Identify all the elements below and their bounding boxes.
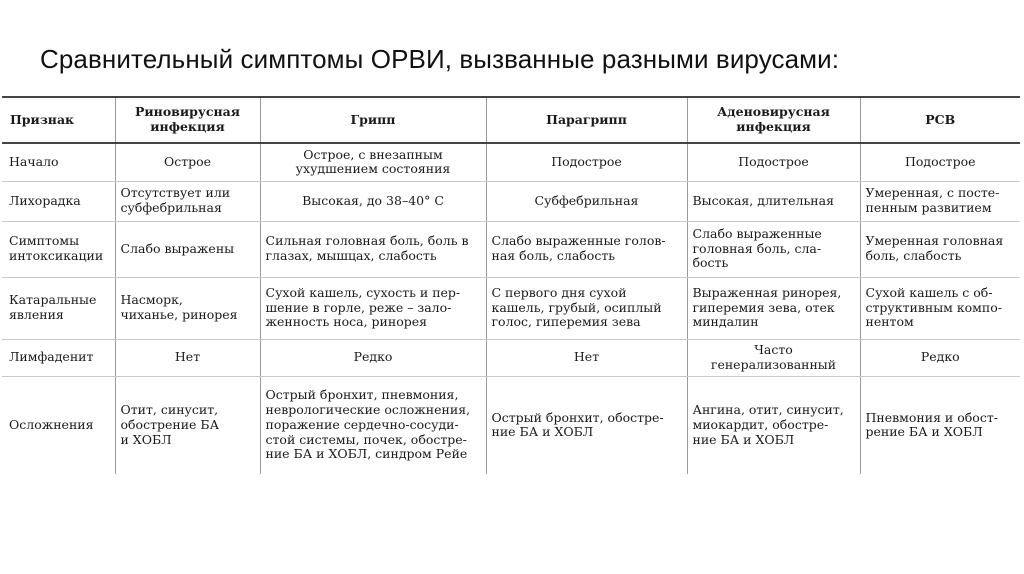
table-cell: Нет <box>115 339 260 376</box>
table-cell: Сухой кашель с об- структивным компо- нентом <box>860 277 1020 339</box>
table-cell: Пневмония и обост- рение БА и ХОБЛ <box>860 376 1020 474</box>
header-parainfluenza: Парагрипп <box>486 97 687 143</box>
row-label: Осложнения <box>9 416 94 432</box>
header-rhinovirus: Риновирусная инфекция <box>115 97 260 143</box>
header-adenovirus: Аденовирусная инфекция <box>687 97 860 143</box>
table-cell: Высокая, длительная <box>687 181 860 221</box>
table-cell: Сильная головная боль, боль в глазах, мышцах, слабость <box>260 221 486 277</box>
table-cell: Слабо выраженные головная боль, сла- бость <box>687 221 860 277</box>
table-cell: Отсутствует или субфебрильная <box>115 181 260 221</box>
table-cell: Редко <box>860 339 1020 376</box>
table-cell: Ангина, отит, синусит, миокардит, обостре- ние БА и ХОБЛ <box>687 376 860 474</box>
table-row-intoxication <box>2 221 1020 277</box>
table-cell: Острый бронхит, обостре- ние БА и ХОБЛ <box>486 376 687 474</box>
table-row-catarrhal <box>2 277 1020 339</box>
table-cell: Сухой кашель, сухость и пер- шение в горле, реже – зало- женность носа, ринорея <box>260 277 486 339</box>
table-cell: Слабо выражены <box>115 221 260 277</box>
table-cell: Высокая, до 38–40° С <box>260 181 486 221</box>
row-label: Лихорадка <box>2 181 115 221</box>
table-cell: Умеренная головная боль, слабость <box>860 221 1020 277</box>
symptom-comparison-table <box>2 96 1020 474</box>
table-cell: Подострое <box>486 143 687 181</box>
table-cell: Часто генерализованный <box>687 339 860 376</box>
row-label: Лимфаденит <box>2 339 115 376</box>
table-cell: Выраженная ринорея, гиперемия зева, отек миндалин <box>687 277 860 339</box>
table-row-fever <box>2 181 1020 221</box>
header-influenza: Грипп <box>260 97 486 143</box>
row-label: Симптомы интоксикации <box>2 221 115 277</box>
table-row-lymphadenitis <box>2 339 1020 376</box>
table-cell: Острое, с внезапным ухудшением состояния <box>260 143 486 181</box>
table-cell: Острое <box>115 143 260 181</box>
table-row-onset <box>2 143 1020 181</box>
row-label: Катаральные явления <box>2 277 115 339</box>
table-cell: Отит, синусит, обострение БА и ХОБЛ <box>115 376 260 474</box>
header-rsv: РСВ <box>860 97 1020 143</box>
table-cell: Умеренная, с посте- пенным развитием <box>860 181 1020 221</box>
table-cell: Слабо выраженные голов- ная боль, слабость <box>486 221 687 277</box>
table-cell: Субфебрильная <box>486 181 687 221</box>
header-sign: Признак <box>2 97 115 143</box>
table-cell: С первого дня сухой кашель, грубый, осиплый голос, гиперемия зева <box>486 277 687 339</box>
table-header-row <box>2 97 1020 143</box>
table-cell: Насморк, чиханье, ринорея <box>115 277 260 339</box>
table-cell: Подострое <box>687 143 860 181</box>
row-label: Начало <box>2 143 115 181</box>
table-cell: Нет <box>486 339 687 376</box>
slide-title: Сравнительный симптомы ОРВИ, вызванные разными вирусами: <box>40 44 840 74</box>
table-row-complications <box>2 376 1020 474</box>
table-cell: Редко <box>260 339 486 376</box>
table-cell: Подострое <box>860 143 1020 181</box>
table-cell: Острый бронхит, пневмония, неврологические осложнения, поражение сердечно-сосуди- стой системы, почек, обостре- ние БА и ХОБЛ, синдром Рейе <box>260 376 486 474</box>
